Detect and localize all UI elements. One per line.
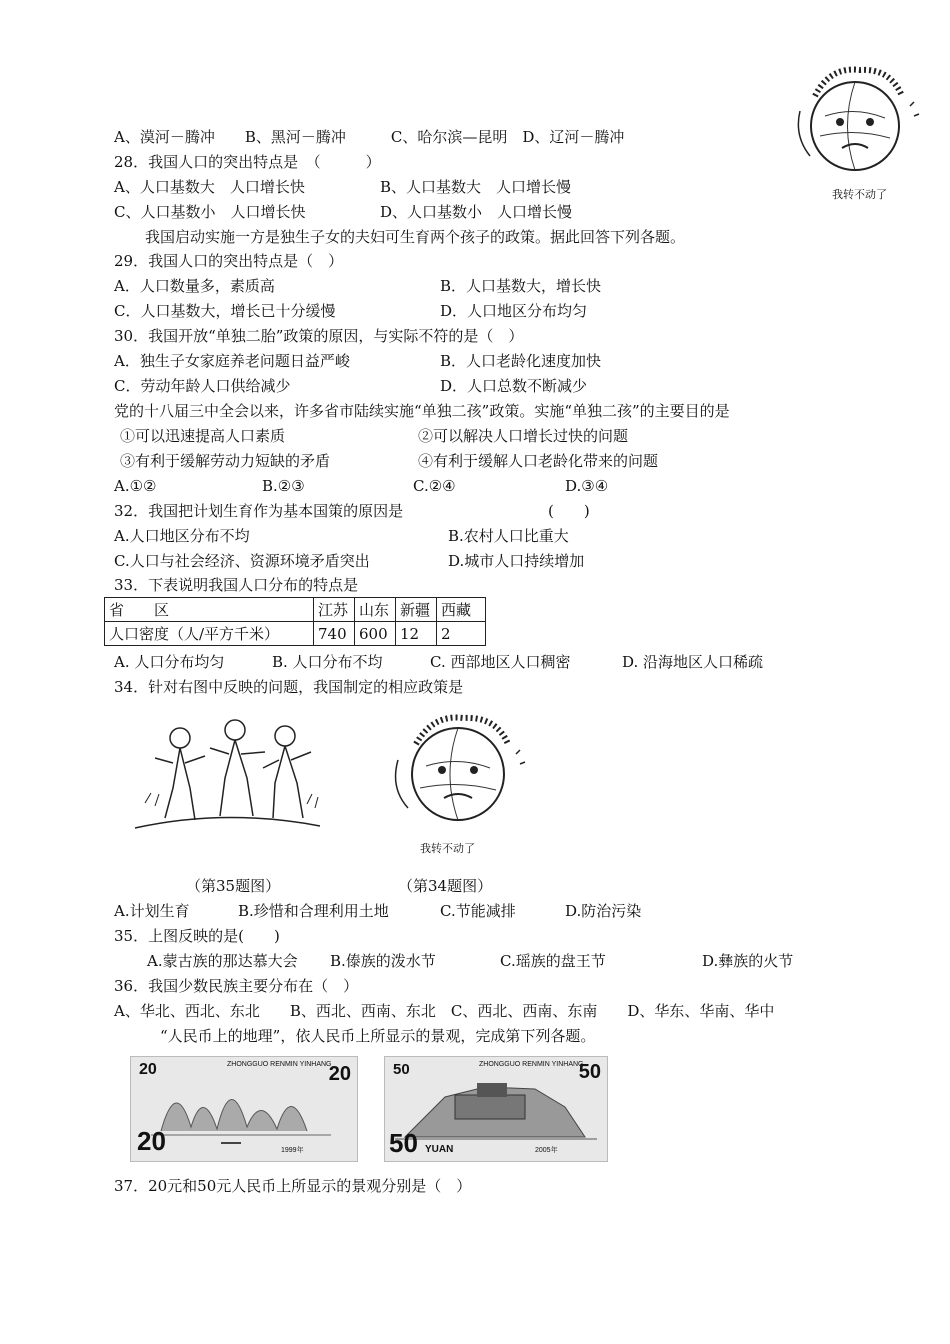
q33-option-c: C. 西部地区人口稠密 <box>430 653 571 671</box>
q33-option-a: A. 人口分布均匀 <box>114 653 225 671</box>
figure-34-caption: （第34题图） <box>398 877 493 895</box>
table-cell: 12 <box>396 622 437 646</box>
q32-option-b: B.农村人口比重大 <box>448 527 569 545</box>
q29-option-b: B．人口基数大，增长快 <box>440 277 602 295</box>
q34-option-d: D.防治污染 <box>565 902 642 920</box>
q27-options: A、漠河－腾冲 B、黑河－腾冲 C、哈尔滨—昆明 D、辽河－腾冲 <box>114 128 625 146</box>
crying-globe-icon <box>780 56 930 176</box>
dancing-people-icon <box>125 708 325 838</box>
q30-stem: 30．我国开放“单独二胎”政策的原因，与实际不符的是（ ） <box>114 327 524 345</box>
table-header-row <box>105 598 486 622</box>
q28-stem: 28．我国人口的突出特点是 （ ） <box>114 153 381 171</box>
globe-caption-q34: 我转不动了 <box>420 842 475 855</box>
q35-stem: 35．上图反映的是( ) <box>114 927 280 945</box>
globe-caption-top: 我转不动了 <box>832 188 887 201</box>
bill50-bank-name: ZHONGGUO RENMIN YINHANG <box>479 1061 584 1068</box>
q34-stem: 34．针对右图中反映的问题，我国制定的相应政策是 <box>114 678 464 696</box>
q35-option-a: A.蒙古族的那达慕大会 <box>147 952 298 970</box>
q35-option-d: D.彝族的火节 <box>702 952 794 970</box>
banknote-20 <box>130 1056 358 1162</box>
q32-option-c: C.人口与社会经济、资源环境矛盾突出 <box>114 552 370 570</box>
q31-option-a: A.①② <box>114 477 157 495</box>
q32-option-a: A.人口地区分布不均 <box>114 527 250 545</box>
q36-options: A、华北、西北、东北 B、西北、西南、东北 C、西北、西南、东南 D、华东、华南、华中 <box>114 1002 775 1020</box>
festival-illustration <box>125 708 325 838</box>
table-header-cell: 西藏 <box>437 598 486 622</box>
q32-stem: 32．我国把计划生育作为基本国策的原因是 <box>114 502 404 520</box>
globe-cartoon-top <box>780 56 930 176</box>
q36-stem: 36．我国少数民族主要分布在（ ） <box>114 977 359 995</box>
q32-option-d: D.城市人口持续增加 <box>448 552 585 570</box>
q29-option-a: A．人口数量多，素质高 <box>114 277 275 295</box>
bill50-value-top: 50 <box>393 1061 410 1078</box>
table-row <box>105 622 486 646</box>
q29-stem: 29．我国人口的突出特点是（ ） <box>114 252 344 270</box>
q31-option-b: B.②③ <box>262 477 305 495</box>
q33-stem: 33．下表说明我国人口分布的特点是 <box>114 576 359 594</box>
q30-option-c: C．劳动年龄人口供给减少 <box>114 377 291 395</box>
q29-option-c: C．人口基数大，增长已十分缓慢 <box>114 302 336 320</box>
bill50-year: 2005年 <box>535 1147 558 1154</box>
q31-option-d: D.③④ <box>565 477 609 495</box>
q37-intro: “人民币上的地理”，依人民币上所显示的景观，完成第下列各题。 <box>160 1027 596 1045</box>
bill20-value-top: 20 <box>139 1061 157 1078</box>
bill50-value-right: 50 <box>578 1061 601 1083</box>
bill50-value-bottom: 50 <box>389 1128 418 1158</box>
figure-35-caption: （第35题图） <box>186 877 281 895</box>
table-cell: 740 <box>314 622 355 646</box>
potala-palace-icon <box>385 1057 607 1161</box>
q31-statement-4: ④有利于缓解人口老龄化带来的问题 <box>418 452 659 470</box>
q30-option-b: B．人口老龄化速度加快 <box>440 352 602 370</box>
q31-option-c: C.②④ <box>413 477 456 495</box>
q31-statement-3: ③有利于缓解劳动力短缺的矛盾 <box>120 452 331 470</box>
bill20-value-bottom: 20 <box>137 1126 166 1156</box>
globe-cartoon-q34 <box>368 708 538 828</box>
q28-option-a: A、人口基数大 人口增长快 <box>114 178 305 196</box>
banknote-50 <box>384 1056 608 1162</box>
q35-option-b: B.傣族的泼水节 <box>330 952 436 970</box>
q34-option-c: C.节能减排 <box>440 902 516 920</box>
q31-statement-1: ①可以迅速提高人口素质 <box>120 427 286 445</box>
q30-option-a: A．独生子女家庭养老问题日益严峻 <box>114 352 350 370</box>
table-header-cell: 山东 <box>355 598 396 622</box>
table-header-cell: 新疆 <box>396 598 437 622</box>
crying-globe-icon <box>368 708 538 828</box>
bill20-year: 1999年 <box>281 1147 304 1154</box>
q33-option-b: B. 人口分布不均 <box>272 653 383 671</box>
table-header-cell: 江苏 <box>314 598 355 622</box>
q31-statement-2: ②可以解决人口增长过快的问题 <box>418 427 629 445</box>
q28-option-d: D、人口基数小 人口增长慢 <box>380 203 573 221</box>
bill50-unit: YUAN <box>425 1144 454 1155</box>
q28-option-b: B、人口基数大 人口增长慢 <box>380 178 572 196</box>
q37-stem: 37．20元和50元人民币上所显示的景观分别是（ ） <box>114 1177 472 1195</box>
q29-intro: 我国启动实施一方是独生子女的夫妇可生育两个孩子的政策。据此回答下列各题。 <box>145 228 686 246</box>
table-cell: 人口密度（人/平方千米） <box>105 622 314 646</box>
bill20-value-right: 20 <box>328 1063 351 1085</box>
bill20-bank-name: ZHONGGUO RENMIN YINHANG <box>227 1061 332 1068</box>
table-cell: 600 <box>355 622 396 646</box>
q28-option-c: C、人口基数小 人口增长快 <box>114 203 306 221</box>
q30-option-d: D．人口总数不断减少 <box>440 377 588 395</box>
table-cell: 2 <box>437 622 486 646</box>
table-header-cell: 省 区 <box>105 598 314 622</box>
q34-option-b: B.珍惜和合理利用土地 <box>238 902 389 920</box>
q29-option-d: D．人口地区分布均匀 <box>440 302 588 320</box>
q32-answer-paren: ( ) <box>548 502 590 520</box>
q34-option-a: A.计划生育 <box>114 902 190 920</box>
q31-stem: 党的十八届三中全会以来，许多省市陆续实施“单独二孩”政策。实施“单独二孩”的主要目的是 <box>114 402 730 420</box>
q33-option-d: D. 沿海地区人口稀疏 <box>622 653 764 671</box>
population-density-table <box>104 597 486 646</box>
q35-option-c: C.瑶族的盘王节 <box>500 952 606 970</box>
